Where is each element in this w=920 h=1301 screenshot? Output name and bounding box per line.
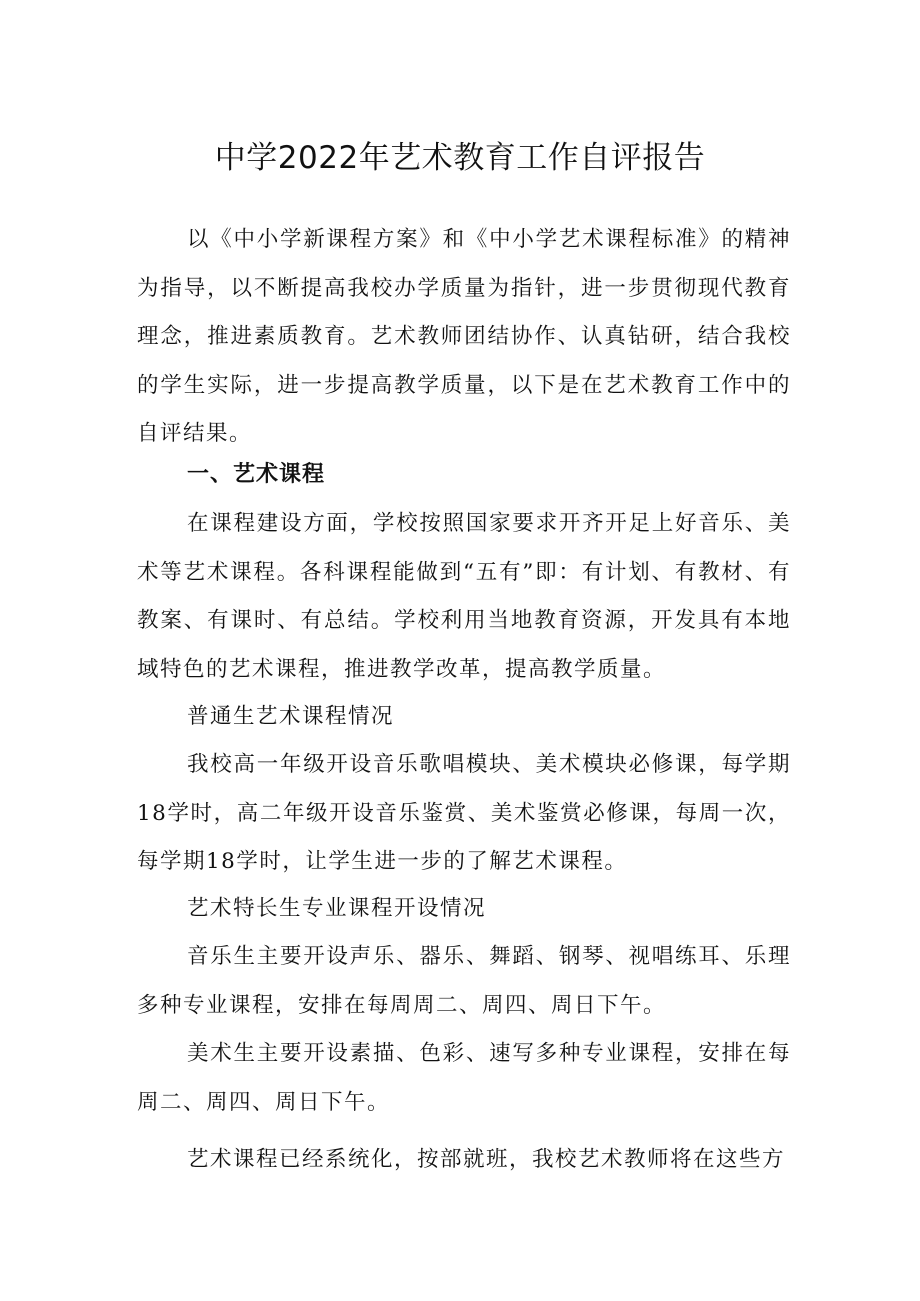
systematization-paragraph: 艺术课程已经系统化，按部就班，我校艺术教师将在这些方 <box>187 1147 786 1172</box>
subheading-general-students: 普通生艺术课程情况 <box>187 704 395 729</box>
section-heading-art-courses: 一、艺术课程 <box>187 462 326 487</box>
document-title: 中学2022年艺术教育工作自评报告 <box>214 140 706 176</box>
subheading-art-specialty-students: 艺术特长生专业课程开设情况 <box>187 896 487 921</box>
general-courses-paragraph: 我校高一年级开设音乐歌唱模块、美术模块必修课，每学期18学时，高二年级开设音乐鉴赏、美术鉴赏必修课，每周一次，每学期18学时，让学生进一步的了解艺术课程。 <box>137 752 791 874</box>
music-students-paragraph: 音乐生主要开设声乐、器乐、舞蹈、钢琴、视唱练耳、乐理多种专业课程，安排在每周周二、周四、周日下午。 <box>137 944 791 1018</box>
intro-paragraph: 以《中小学新课程方案》和《中小学艺术课程标准》的精神为指导，以不断提高我校办学质量为指针，进一步贯彻现代教育理念，推进素质教育。艺术教师团结协作、认真钻研，结合我校的学生实际，进一步提高教学质量，以下是在艺术教育工作中的自评结果。 <box>137 227 791 446</box>
course-construction-paragraph: 在课程建设方面，学校按照国家要求开齐开足上好音乐、美术等艺术课程。各科课程能做到“五有”即：有计划、有教材、有教案、有课时、有总结。学校利用当地教育资源，开发具有本地域特色的艺术课程，推进教学改革，提高教学质量。 <box>137 511 791 682</box>
fine-arts-students-paragraph: 美术生主要开设素描、色彩、速写多种专业课程，安排在每周二、周四、周日下午。 <box>137 1041 791 1115</box>
